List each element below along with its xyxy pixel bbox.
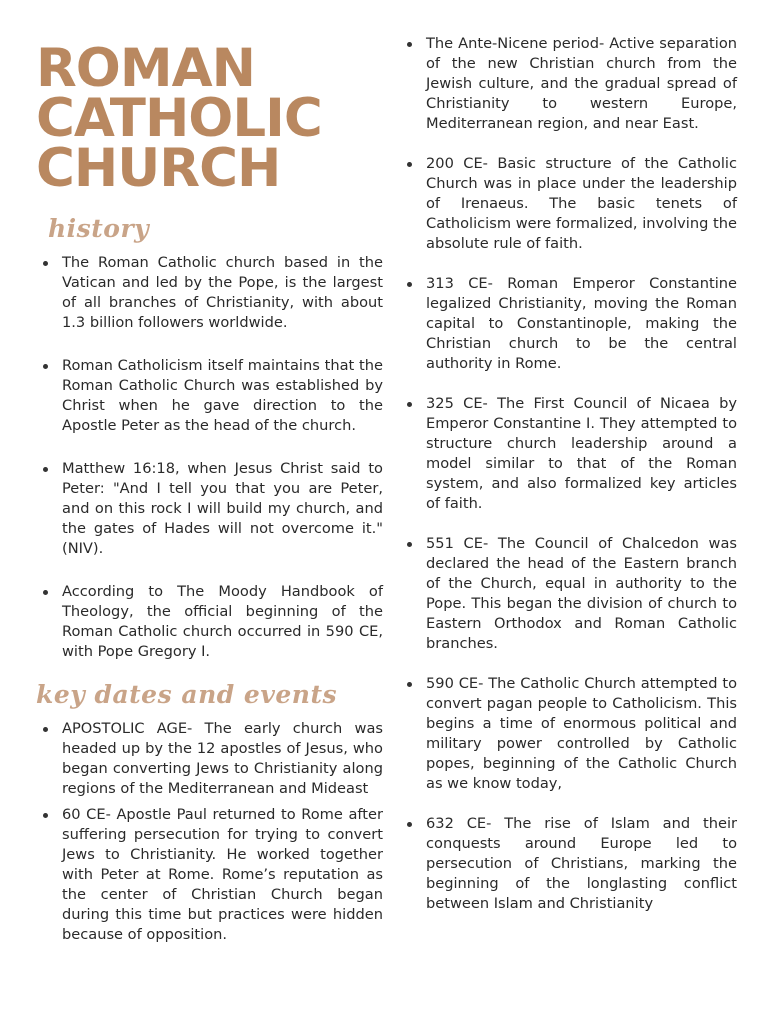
- timeline-item-4: 325 CE- The First Council of Nicaea by Emperor Constantine I. They attempted to structure church leadership around a model similar to that of the Roman system, and also formalized key articles of faith.: [400, 394, 737, 514]
- timeline-list: [400, 34, 737, 934]
- history-heading: history: [48, 214, 150, 243]
- history-item-4: According to The Moody Handbook of Theology, the official beginning of the Roman Catholic church occurred in 590 CE, with Pope Gregory I.: [36, 582, 383, 662]
- timeline-item-5: 551 CE- The Council of Chalcedon was declared the head of the Eastern branch of the Church, equal in authority to the Pope. This began the division of church to Eastern Orthodox and Roman Catholic branches.: [400, 534, 737, 654]
- page-title: [36, 38, 376, 199]
- title-line-3: CHURCH: [36, 138, 281, 199]
- history-list: [36, 253, 383, 685]
- timeline-item-3: 313 CE- Roman Emperor Constantine legalized Christianity, moving the Roman capital to Constantinople, making the Christian church to be the central authority in Rome.: [400, 274, 737, 374]
- history-item-1: The Roman Catholic church based in the Vatican and led by the Pope, is the largest of all branches of Christianity, with about 1.3 billion followers worldwide.: [36, 253, 383, 333]
- timeline-item-6: 590 CE- The Catholic Church attempted to convert pagan people to Catholicism. This begins a time of enormous political and military power controlled by Catholic popes, beginning of the Catholic Church as we know today,: [400, 674, 737, 794]
- timeline-item-7: 632 CE- The rise of Islam and their conquests around Europe led to persecution of Christians, marking the beginning of the longlasting conflict between Islam and Christianity: [400, 814, 737, 914]
- timeline-item-2: 200 CE- Basic structure of the Catholic Church was in place under the leadership of Irenaeus. The basic tenets of Catholicism were formalized, involving the absolute rule of faith.: [400, 154, 737, 254]
- timeline-item-1: The Ante-Nicene period- Active separation of the new Christian church from the Jewish culture, and the gradual spread of Christianity to western Europe, Mediterranean region, and near East.: [400, 34, 737, 134]
- key-dates-list: [36, 719, 383, 951]
- history-item-2: Roman Catholicism itself maintains that the Roman Catholic Church was established by Christ when he gave direction to the Apostle Peter as the head of the church.: [36, 356, 383, 436]
- title-line-1: ROMAN: [36, 38, 255, 99]
- key-dates-heading: key dates and events: [36, 680, 338, 709]
- key-date-item-1: APOSTOLIC AGE- The early church was headed up by the 12 apostles of Jesus, who began converting Jews to Christianity along regions of the Mediterranean and Mideast: [36, 719, 383, 799]
- key-date-item-2: 60 CE- Apostle Paul returned to Rome after suffering persecution for trying to convert Jews to Christianity. He worked together with Peter at Rome. Rome’s reputation as the center of Christian Church began during this time but practices were hidden because of opposition.: [36, 805, 383, 945]
- title-line-2: CATHOLIC: [36, 88, 322, 149]
- history-item-3: Matthew 16:18, when Jesus Christ said to Peter: "And I tell you that you are Peter, and on this rock I will build my church, and the gates of Hades will not overcome it." (NIV).: [36, 459, 383, 559]
